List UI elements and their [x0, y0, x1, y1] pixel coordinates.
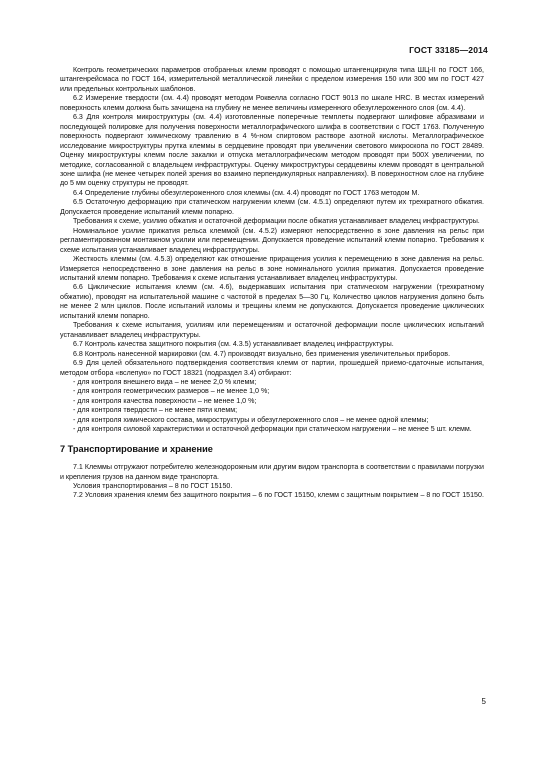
paragraph-7-1-conditions: Условия транспортирования – 8 по ГОСТ 15150. [73, 482, 233, 491]
paragraph-nominal-force: Номинальное усилие прижатия рельса клеммой (см. 4.5.2) измеряют непосредственно в зоне давления на рельс при регламентированном монтажном усилии или перемещении. Допускается проведение испытаний клемм попарно. Требования к схеме испытания устанавливает владелец инфраструктуры. [60, 226, 484, 254]
paragraph-6-1-cont: Контроль геометрических параметров отобранных клемм проводят с помощью штангенциркуля типа ШЦ-II по ГОСТ 166, штангенрейсмаса по ГОСТ 164, измерительной металлической линейки с пределом измерения 150 или 300 мм по ГОСТ 427 или предельных контрольных шаблонов. [60, 66, 484, 93]
list-item: - для контроля геометрических размеров – не менее 1,0 %; [73, 387, 270, 396]
paragraph-6-9: 6.9 Для целей обязательного подтверждения соответствия клемм от партии, прошедшей приемо-сдаточные испытания, методом отбора «вслепую» по ГОСТ 18321 (подраздел 3.4) отбирают: [60, 359, 484, 377]
standard-header: ГОСТ 33185—2014 [409, 45, 488, 55]
paragraph-stiffness: Жесткость клеммы (см. 4.5.3) определяют как отношение приращения усилия к перемещению в зоне давления на рельс. Измеряется непосредственно в зоне давления на рельс в зоне номинального усилия прижатия. Допускается проведение испытаний клемм попарно. Требования к схеме испытания устанавливает владелец инфраструктуры. [60, 255, 484, 282]
paragraph-6-2: 6.2 Измерение твердости (см. 4.4) проводят методом Роквелла согласно ГОСТ 9013 по шкале HRC. В местах измерений поверхность клемм должна быть зачищена на глубину не менее величины измеренного обезуглероженного слоя (см. 4.4). [60, 94, 484, 112]
page-number: 5 [481, 697, 486, 706]
paragraph-6-4: 6.4 Определение глубины обезуглероженного слоя клеммы (см. 4.4) проводят по ГОСТ 1763 методом М. [73, 188, 420, 197]
paragraph-6-3: 6.3 Для контроля микроструктуры (см. 4.4) изготовленные поперечные темплеты подвергают шлифовке абразивами и последующей полировке для получения поверхности металлографического шлифа в соответствии с ГОСТ 1763. Полученную поверхность подвергают химическому травлению в 4 %-ном спиртовом растворе азотной кислоты. Металлографическое исследование микроструктуры прутка клеммы в сердцевине проводят при увеличении светового микроскопа по ГОСТ 28489. Оценку микроструктуры клемм после закалки и отпуска металлографическим методом проводят при 500X увеличении, по методике, согласованной с владельцем инфраструктуры. Оценку микроструктуры сердцевины клемм проводят в центральной зоне шлифа (не менее четырех полей зрения во взаимно перпендикулярных направлениях). В поверхностном слое на глубине до 5 мм оценку структуры не проводят. [60, 113, 484, 188]
list-item: - для контроля силовой характеристики и остаточной деформации при статическом нагружении – не менее 5 шт. клемм. [73, 425, 472, 434]
paragraph-6-6-requirements: Требования к схеме испытания, усилиям или перемещениям и остаточной деформации после циклических испытаний устанавливает владелец инфраструктуры. [60, 321, 484, 339]
paragraph-6-8: 6.8 Контроль нанесенной маркировки (см. 4.7) производят визуально, без применения увеличительных приборов. [73, 349, 451, 358]
list-item: - для контроля твердости – не менее пяти клемм; [73, 406, 238, 415]
paragraph-6-7: 6.7 Контроль качества защитного покрытия (см. 4.3.5) устанавливает владелец инфраструктуры. [73, 340, 394, 349]
list-item: - для контроля внешнего вида – не менее 2,0 % клемм; [73, 377, 257, 386]
section-7-title: 7 Транспортирование и хранение [60, 443, 213, 454]
paragraph-6-5-requirements: Требования к схеме, усилию обжатия и остаточной деформации после обжатия устанавливает владелец инфраструктуры. [73, 217, 480, 226]
list-item: - для контроля химического состава, микроструктуры и обезуглероженного слоя – не менее одной клеммы; [73, 415, 429, 424]
page-content [60, 66, 484, 501]
paragraph-7-1: 7.1 Клеммы отгружают потребителю железнодорожным или другим видом транспорта в соответствии с правилами погрузки и крепления грузов на данном виде транспорта. [60, 463, 484, 481]
paragraph-6-5: 6.5 Остаточную деформацию при статическом нагружении клемм (см. 4.5.1) определяют путем их трехкратного обжатия. Допускается проведение испытаний клемм попарно. [60, 198, 484, 216]
paragraph-6-6: 6.6 Циклические испытания клемм (см. 4.6), выдержавших испытания при статическом нагружении (трехкратному обжатию), проводят на испытательной машине с частотой в пределах 5—30 Гц. Количество циклов нагружения должно быть не менее 2 млн циклов. После испытаний изломы и трещины клемм не допускаются. Допускается проведение циклических испытаний клемм попарно. [60, 283, 484, 320]
paragraph-7-2: 7.2 Условия хранения клемм без защитного покрытия – 6 по ГОСТ 15150, клемм с защитным покрытием – 8 по ГОСТ 15150. [73, 491, 484, 500]
list-item: - для контроля качества поверхности – не менее 1,0 %; [73, 396, 257, 405]
